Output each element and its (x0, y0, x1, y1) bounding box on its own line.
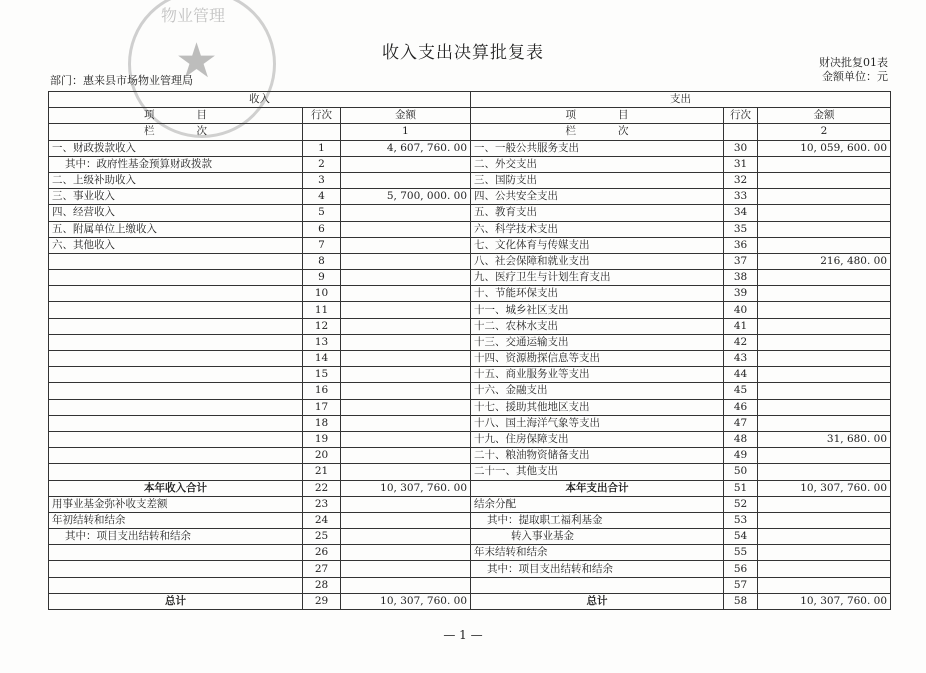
expense-item: 十二、农林水支出 (471, 318, 724, 334)
income-amount (341, 286, 471, 302)
expense-item: 转入事业基金 (471, 529, 724, 545)
income-column-number: 1 (341, 124, 471, 140)
form-info (819, 56, 888, 84)
expense-amount (758, 529, 891, 545)
income-rowno: 24 (303, 512, 341, 528)
table-row (49, 383, 891, 399)
income-amount: 5, 700, 000. 00 (341, 189, 471, 205)
expense-rowno: 45 (724, 383, 758, 399)
income-amount (341, 237, 471, 253)
expense-amount (758, 415, 891, 431)
page-number: — 1 — (443, 628, 483, 642)
expense-item: 十四、资源勘探信息等支出 (471, 351, 724, 367)
income-amount (341, 561, 471, 577)
expense-item (471, 577, 724, 593)
income-rowno: 5 (303, 205, 341, 221)
income-rowno: 3 (303, 172, 341, 188)
expense-rowno: 35 (724, 221, 758, 237)
expense-rowno: 53 (724, 512, 758, 528)
form-number: 财决批复01表 (819, 56, 888, 69)
expense-rowno: 37 (724, 253, 758, 269)
expense-rowno: 55 (724, 545, 758, 561)
expense-amount (758, 577, 891, 593)
expense-amount (758, 156, 891, 172)
income-amount (341, 529, 471, 545)
expense-amount: 10, 307, 760. 00 (758, 593, 891, 609)
expense-amount (758, 367, 891, 383)
income-item (49, 448, 303, 464)
expense-item: 其中：项目支出结转和结余 (471, 561, 724, 577)
expense-item-header: 项 目 (471, 108, 724, 124)
expense-rowno: 30 (724, 140, 758, 156)
table-row (49, 545, 891, 561)
expense-rowno: 32 (724, 172, 758, 188)
expense-rowno: 50 (724, 464, 758, 480)
expense-item: 十八、国土海洋气象等支出 (471, 415, 724, 431)
expense-item: 八、社会保障和就业支出 (471, 253, 724, 269)
expense-amount (758, 561, 891, 577)
expense-amount (758, 172, 891, 188)
expense-column-blank (724, 124, 758, 140)
income-item (49, 367, 303, 383)
table-row (49, 221, 891, 237)
income-rowno: 2 (303, 156, 341, 172)
income-amount (341, 383, 471, 399)
income-amount-header: 金额 (341, 108, 471, 124)
income-item: 二、上级补助收入 (49, 172, 303, 188)
income-amount (341, 496, 471, 512)
expense-item: 十三、交通运输支出 (471, 334, 724, 350)
income-item: 一、财政拨款收入 (49, 140, 303, 156)
expense-amount-header: 金额 (758, 108, 891, 124)
table-row (49, 286, 891, 302)
income-rowno: 22 (303, 480, 341, 496)
income-rowno: 23 (303, 496, 341, 512)
income-rowno: 9 (303, 270, 341, 286)
expense-rowno: 48 (724, 431, 758, 447)
income-amount (341, 302, 471, 318)
expense-amount (758, 496, 891, 512)
expense-item: 六、科学技术支出 (471, 221, 724, 237)
table-row (49, 415, 891, 431)
expense-header: 支出 (471, 92, 891, 108)
table-row (49, 399, 891, 415)
expense-item: 其中：提取职工福利基金 (471, 512, 724, 528)
income-column-blank (303, 124, 341, 140)
expense-item: 十六、金融支出 (471, 383, 724, 399)
expense-amount: 10, 307, 760. 00 (758, 480, 891, 496)
income-rowno: 14 (303, 351, 341, 367)
expense-amount: 216, 480. 00 (758, 253, 891, 269)
table-row (49, 172, 891, 188)
income-item (49, 399, 303, 415)
income-amount (341, 172, 471, 188)
income-item (49, 415, 303, 431)
expense-rowno: 54 (724, 529, 758, 545)
table-row (49, 577, 891, 593)
income-item (49, 253, 303, 269)
expense-amount: 31, 680. 00 (758, 431, 891, 447)
amount-unit: 金额单位：元 (822, 70, 888, 83)
income-amount (341, 270, 471, 286)
expense-amount (758, 189, 891, 205)
table-header-columns (49, 108, 891, 124)
income-amount (341, 334, 471, 350)
income-rowno: 16 (303, 383, 341, 399)
income-item (49, 334, 303, 350)
expense-amount (758, 512, 891, 528)
income-amount: 10, 307, 760. 00 (341, 480, 471, 496)
table-row (49, 205, 891, 221)
income-rowno: 28 (303, 577, 341, 593)
expense-rowno: 31 (724, 156, 758, 172)
table-row (49, 561, 891, 577)
income-item (49, 286, 303, 302)
income-rowno: 27 (303, 561, 341, 577)
income-item: 其中：项目支出结转和结余 (49, 529, 303, 545)
expense-amount: 10, 059, 600. 00 (758, 140, 891, 156)
expense-rowno: 38 (724, 270, 758, 286)
table-row (49, 156, 891, 172)
table-row (49, 270, 891, 286)
income-item (49, 318, 303, 334)
expense-rowno: 33 (724, 189, 758, 205)
expense-amount (758, 221, 891, 237)
expense-item: 十一、城乡社区支出 (471, 302, 724, 318)
income-item: 三、事业收入 (49, 189, 303, 205)
expense-item: 十、节能环保支出 (471, 286, 724, 302)
expense-item: 二十、粮油物资储备支出 (471, 448, 724, 464)
expense-item: 二、外交支出 (471, 156, 724, 172)
income-rowno: 4 (303, 189, 341, 205)
income-item: 年初结转和结余 (49, 512, 303, 528)
table-header-section (49, 92, 891, 108)
income-rowno: 12 (303, 318, 341, 334)
income-item (49, 431, 303, 447)
income-amount (341, 545, 471, 561)
income-item (49, 464, 303, 480)
income-amount (341, 512, 471, 528)
expense-item: 二十一、其他支出 (471, 464, 724, 480)
expense-item: 本年支出合计 (471, 480, 724, 496)
income-rowno: 26 (303, 545, 341, 561)
income-item (49, 577, 303, 593)
expense-item: 三、国防支出 (471, 172, 724, 188)
income-amount (341, 351, 471, 367)
expense-item: 结余分配 (471, 496, 724, 512)
expense-rowno: 34 (724, 205, 758, 221)
income-amount (341, 464, 471, 480)
income-rowno: 15 (303, 367, 341, 383)
income-rowno: 25 (303, 529, 341, 545)
expense-item: 年末结转和结余 (471, 545, 724, 561)
income-amount (341, 448, 471, 464)
expense-amount (758, 448, 891, 464)
table-row (49, 480, 891, 496)
table-row (49, 351, 891, 367)
income-item (49, 561, 303, 577)
expense-rowno: 56 (724, 561, 758, 577)
expense-column-label: 栏 次 (471, 124, 724, 140)
table-row (49, 512, 891, 528)
seal-arc-mark: 物业管理 (161, 6, 226, 25)
expense-amount (758, 302, 891, 318)
table-row (49, 302, 891, 318)
table-header-column-numbers (49, 124, 891, 140)
expense-rowno: 49 (724, 448, 758, 464)
income-column-label: 栏 次 (49, 124, 303, 140)
expense-rowno-header: 行次 (724, 108, 758, 124)
income-item (49, 383, 303, 399)
expense-item: 十九、住房保障支出 (471, 431, 724, 447)
income-amount (341, 577, 471, 593)
income-rowno: 13 (303, 334, 341, 350)
income-rowno: 10 (303, 286, 341, 302)
expense-item: 十五、商业服务业等支出 (471, 367, 724, 383)
expense-amount (758, 351, 891, 367)
income-header: 收入 (49, 92, 471, 108)
income-rowno: 19 (303, 431, 341, 447)
expense-rowno: 47 (724, 415, 758, 431)
expense-rowno: 41 (724, 318, 758, 334)
table-row (49, 367, 891, 383)
income-item (49, 302, 303, 318)
income-rowno: 20 (303, 448, 341, 464)
table-row (49, 318, 891, 334)
income-item: 六、其他收入 (49, 237, 303, 253)
table-row (49, 237, 891, 253)
income-item (49, 351, 303, 367)
expense-rowno: 36 (724, 237, 758, 253)
expense-rowno: 58 (724, 593, 758, 609)
table-row (49, 464, 891, 480)
expense-amount (758, 545, 891, 561)
expense-rowno: 39 (724, 286, 758, 302)
expense-amount (758, 205, 891, 221)
income-item (49, 545, 303, 561)
income-amount (341, 367, 471, 383)
table-row (49, 529, 891, 545)
expense-rowno: 46 (724, 399, 758, 415)
expense-column-number: 2 (758, 124, 891, 140)
expense-amount (758, 286, 891, 302)
income-rowno: 1 (303, 140, 341, 156)
income-amount (341, 415, 471, 431)
income-item: 总计 (49, 593, 303, 609)
expense-rowno: 57 (724, 577, 758, 593)
income-item: 其中：政府性基金预算财政拨款 (49, 156, 303, 172)
income-amount: 10, 307, 760. 00 (341, 593, 471, 609)
expense-rowno: 43 (724, 351, 758, 367)
table-row (49, 496, 891, 512)
table-row (49, 334, 891, 350)
expense-amount (758, 270, 891, 286)
income-amount (341, 431, 471, 447)
income-item: 用事业基金弥补收支差额 (49, 496, 303, 512)
income-item: 五、附属单位上缴收入 (49, 221, 303, 237)
expense-amount (758, 464, 891, 480)
seal-star-icon: ★ (175, 33, 219, 89)
expense-rowno: 51 (724, 480, 758, 496)
income-item-header: 项 目 (49, 108, 303, 124)
expense-amount (758, 318, 891, 334)
expense-item: 总计 (471, 593, 724, 609)
expense-item: 五、教育支出 (471, 205, 724, 221)
budget-table (48, 91, 891, 610)
page-title: 收入支出决算批复表 (382, 43, 544, 63)
income-amount (341, 399, 471, 415)
expense-rowno: 40 (724, 302, 758, 318)
income-rowno: 18 (303, 415, 341, 431)
income-amount (341, 253, 471, 269)
expense-amount (758, 237, 891, 253)
income-rowno-header: 行次 (303, 108, 341, 124)
expense-amount (758, 399, 891, 415)
expense-rowno: 42 (724, 334, 758, 350)
department-label: 部门：惠来县市场物业管理局 (50, 74, 193, 87)
income-amount (341, 318, 471, 334)
income-amount: 4, 607, 760. 00 (341, 140, 471, 156)
table-row (49, 593, 891, 609)
income-rowno: 6 (303, 221, 341, 237)
income-rowno: 11 (303, 302, 341, 318)
income-amount (341, 156, 471, 172)
income-rowno: 8 (303, 253, 341, 269)
expense-rowno: 44 (724, 367, 758, 383)
income-rowno: 17 (303, 399, 341, 415)
expense-amount (758, 383, 891, 399)
expense-item: 九、医疗卫生与计划生育支出 (471, 270, 724, 286)
expense-rowno: 52 (724, 496, 758, 512)
income-amount (341, 205, 471, 221)
income-item (49, 270, 303, 286)
expense-item: 十七、援助其他地区支出 (471, 399, 724, 415)
table-row (49, 253, 891, 269)
income-item: 四、经营收入 (49, 205, 303, 221)
table-row (49, 140, 891, 156)
income-rowno: 29 (303, 593, 341, 609)
table-row (49, 189, 891, 205)
income-rowno: 7 (303, 237, 341, 253)
table-row (49, 448, 891, 464)
table-row (49, 431, 891, 447)
income-rowno: 21 (303, 464, 341, 480)
expense-item: 一、一般公共服务支出 (471, 140, 724, 156)
income-amount (341, 221, 471, 237)
expense-amount (758, 334, 891, 350)
income-item: 本年收入合计 (49, 480, 303, 496)
expense-item: 七、文化体育与传媒支出 (471, 237, 724, 253)
expense-item: 四、公共安全支出 (471, 189, 724, 205)
